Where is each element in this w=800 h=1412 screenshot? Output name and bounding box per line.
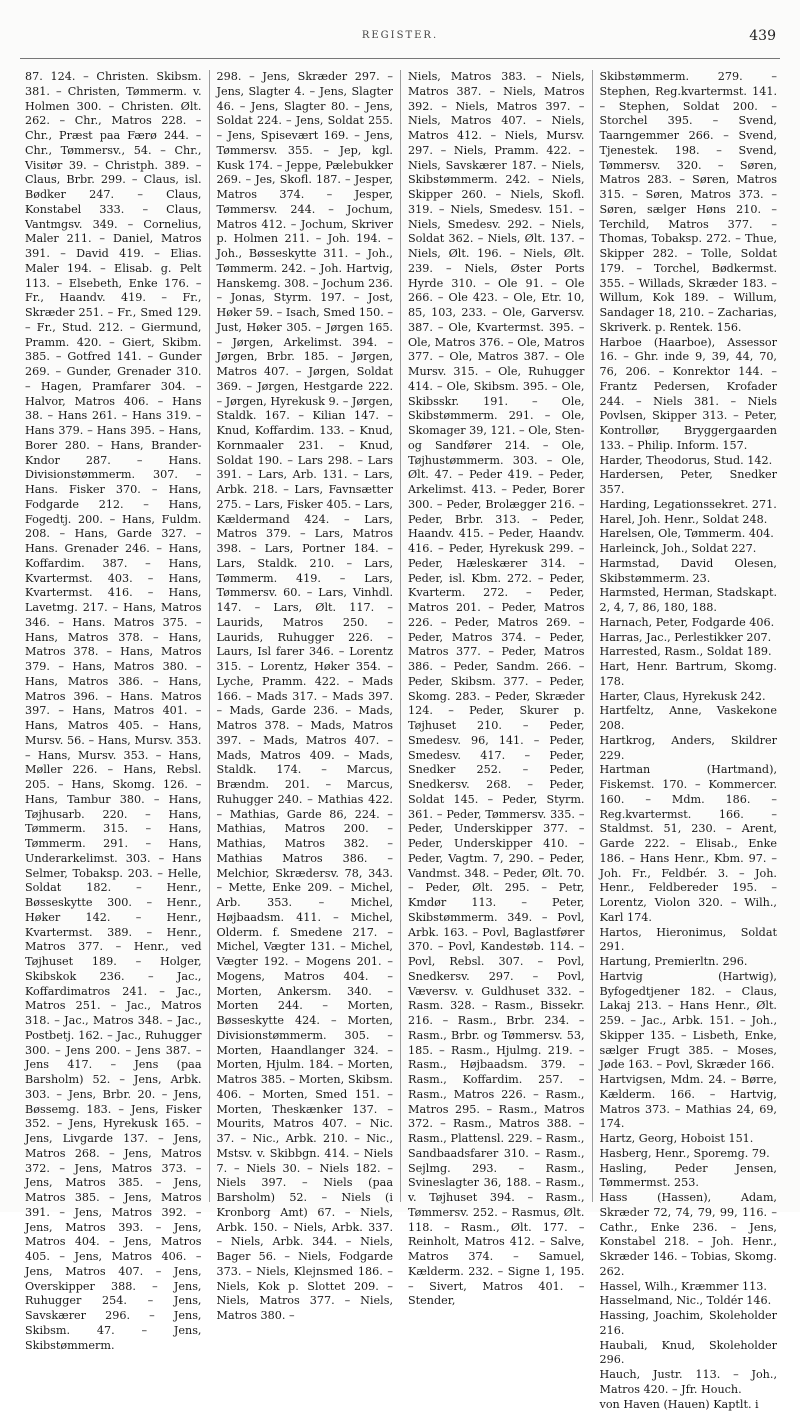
running-title: REGISTER. (361, 30, 439, 41)
index-column-3 (401, 70, 593, 1308)
index-column-text: Skibstømmerm. 279. – Stephen, Reg.kvartermst. 141. – Stephen, Soldat 200. – Storchel 395. – Svend, Taarngemmer 266. – Svend, Tjenestek. 198. – Svend, Tømmersv. 320. – Søren, Matros 283. – Søren, Matros 315. – Søren, Matros 373. – Søren, sælger Høns 210. – Terchild, Matros 377. – Thomas, Tobaksp. 272. – Thue, Skipper 282. – Tolle, Soldat 179. – Torchel, Bødkermst. 355. – Willads, Skræder 183. – Willum, Kok 189. – Willum, Sandager 18, 210. – Zacharias, Skriverk. p. Rentek. 156. Harboe (Haarboe), Assessor 16. – Ghr. inde 9, 39, 44, 70, 76, 206. – Konrektor 144. – Frantz Pedersen, Krofader 244. – Niels 381. – Niels Povlsen, Skipper 313. – Peter, Kontrollør, Bryggergaarden 133. – Philip. Inform. 157. Harder, Theodorus, Stud. 142. Hardersen, Peter, Snedker 357. Harding, Legationssekret. 271. Harel, Joh. Henr., Soldat 248. Harelsen, Ole, Tømmerm. 404. Harleinck, Joh., Soldat 227. Harmstad, David Olesen, Skibstømmerm. 23. Harmsted, Herman, Stadskapt. 2, 4, 7, 86, 180, 188. Harnach, Peter, Fodgarde 406. Harras, Jac., Perlestikker 207. Harrested, Rasm., Soldat 189. Hart, Henr. Bartrum, Skomg. 178. Harter, Claus, Hyrekusk 242. Hartfeltz, Anne, Vaskekone 208. Hartkrog, Anders, Skildrer 229. Hartman (Hartmand), Fiskemst. 170. – Kommercer. 160. – Mdm. 186. – Reg.kvartermst. 166. – Staldmst. 51, 230. – Arent, Garde 222. – Elisab., Enke 186. – Hans Henr., Kbm. 97. – Joh. Fr., Feldbér. 3. – Joh. Henr., Feldbereder 195. – Lorentz, Violon 320. – Wilh., Karl 174. Hartos, Hieronimus, Soldat 291. Hartung, Premierltn. 296. Hartvig (Hartwig), Byfogedtjener 182. – Claus, Lakaj 213. – Hans Henr., Ølt. 259. – Jac., Arbk. 151. – Joh., Skipper 135. – Lisbeth, Enke, sælger Frugt 385. – Moses, Jøde 163. – Povl, Skræder 166. Hartvigsen, Mdm. 24. – Børre, Kælderm. 166. – Hartvig, Matros 373. – Mathias 24, 69, 174. Hartz, Georg, Hoboist 151. Hasberg, Henr., Sporemg. 79. Hasling, Peder Jensen, Tømmermst. 253. Hass (Hassen), Adam, Skræder 72, 74, 79, 99, 116. – Cathr., Enke 236. – Jens, Konstabel 218. – Joh. Henr., Skræder 146. – Tobias, Skomg. 262. Hassel, Wilh., Kræmmer 113. Hasselmand, Nic., Toldér 146. Hassing, Joachim, Skoleholder 216. Haubali, Knud, Skoleholder 296. Hauch, Justr. 113. – Joh., Matros 420. – Jfr. Houch. von Haven (Hauen) Kaptlt. i (599, 70, 777, 1411)
index-column-1 (18, 70, 210, 1352)
page-number: 439 (749, 28, 776, 44)
index-column-text: 87. 124. – Christen. Skibsm. 381. – Christen, Tømmerm. v. Holmen 300. – Christen. Ølt. 262. – Chr., Matros 228. – Chr., Præst paa Færø 244. – Chr., Tømmersv., 54. – Chr., Visitør 39. – Christph. 389. – Claus, Brbr. 299. – Claus, isl. Bødker 247. – Claus, Konstabel 333. – Claus, Vantmgsv. 349. – Cornelius, Maler 211. – Daniel, Matros 391. – David 419. – Elias. Maler 194. – Elisab. g. Pelt 113. – Elsebeth, Enke 176. – Fr., Haandv. 419. – Fr., Skræder 251. – Fr., Smed 129. – Fr., Stud. 212. – Giermund, Pramm. 420. – Giert, Skibm. 385. – Gotfred 141. – Gunder 269. – Gunder, Grenader 310. – Hagen, Pramfarer 304. – Halvor, Matros 406. – Hans 38. – Hans 261. – Hans 319. – Hans 379. – Hans 395. – Hans, Borer 280. – Hans, Brander-Kndor 287. – Hans. Divisionstømmerm. 307. – Hans. Fisker 370. – Hans, Fodgarde 212. – Hans, Fogedtj. 200. – Hans, Fuldm. 208. – Hans, Garde 327. – Hans. Grenader 246. – Hans, Koffardim. 387. – Hans, Kvartermst. 403. – Hans, Kvartermst. 416. – Hans, Lavetmg. 217. – Hans, Matros 346. – Hans. Matros 375. – Hans, Matros 378. – Hans, Matros 378. – Hans, Matros 379. – Hans, Matros 380. – Hans, Matros 386. – Hans, Matros 396. – Hans. Matros 397. – Hans, Matros 401. – Hans, Matros 405. – Hans, Mursv. 56. – Hans, Mursv. 353. – Hans, Mursv. 353. – Hans, Møller 226. – Hans, Rebsl. 205. – Hans, Skomg. 126. – Hans, Tambur 380. – Hans, Tøjhusarb. 220. – Hans, Tømmerm. 315. – Hans, Tømmerm. 291. – Hans, Underarkelimst. 303. – Hans Selmer, Tobaksp. 203. – Helle, Soldat 182. – Henr., Bøsseskytte 300. – Henr., Høker 142. – Henr., Kvartermst. 389. – Henr., Matros 377. – Henr., ved Tøjhuset 189. – Holger, Skibskok 236. – Jac., Koffardimatros 241. – Jac., Matros 251. – Jac., Matros 318. – Jac., Matros 348. – Jac., Postbetj. 162. – Jac., Ruhugger 300. – Jens 200. – Jens 387. – Jens 417. – Jens (paa Barsholm) 52. – Jens, Arbk. 303. – Jens, Brbr. 20. – Jens, Bøssemg. 183. – Jens, Fisker 352. – Jens, Hyrekusk 165. – Jens, Livgarde 137. – Jens, Matros 268. – Jens, Matros 372. – Jens, Matros 373. – Jens, Matros 385. – Jens, Matros 385. – Jens, Matros 391. – Jens, Matros 392. – Jens, Matros 393. – Jens, Matros 404. – Jens, Matros 405. – Jens, Matros 406. – Jens, Matros 407. – Jens, Overskipper 388. – Jens, Ruhugger 254. – Jens, Savskærer 296. – Jens, Skibsm. 47. – Jens, Skibstømmerm. (25, 70, 206, 1352)
index-columns (18, 70, 784, 1411)
index-column-2 (210, 70, 402, 1322)
index-column-4 (593, 70, 785, 1411)
header-rule (20, 58, 780, 59)
index-column-text: 298. – Jens, Skræder 297. – Jens, Slagter 4. – Jens, Slagter 46. – Jens, Slagter 80. – Jens, Soldat 224. – Jens, Soldat 255. – Jens, Spisevært 169. – Jens, Tømmersv. 355. – Jep, kgl. Kusk 174. – Jeppe, Pælebukker 269. – Jes, Skofl. 187. – Jesper, Matros 374. – Jesper, Tømmersv. 244. – Jochum, Matros 412. – Jochum, Skriver p. Holmen 211. – Joh. 194. – Joh., Bøsseskytte 311. – Joh., Tømmerm. 242. – Joh. Hartvig, Hanskemg. 308. – Jochum 236. – Jonas, Styrm. 197. – Jost, Høker 59. – Isach, Smed 150. – Just, Høker 305. – Jørgen 165. – Jørgen, Arkelimst. 394. – Jørgen, Brbr. 185. – Jørgen, Matros 407. – Jørgen, Soldat 369. – Jørgen, Hestgarde 222. – Jørgen, Hyrekusk 9. – Jørgen, Staldk. 167. – Kilian 147. – Knud, Koffardim. 133. – Knud, Kornmaaler 231. – Knud, Soldat 190. – Lars 298. – Lars 391. – Lars, Arb. 131. – Lars, Arbk. 218. – Lars, Favnsætter 275. – Lars, Fisker 405. – Lars, Kældermand 424. – Lars, Matros 379. – Lars, Matros 398. – Lars, Portner 184. – Lars, Staldk. 210. – Lars, Tømmerm. 419. – Lars, Tømmersv. 60. – Lars, Vinhdl. 147. – Lars, Ølt. 117. – Laurids, Matros 250. – Laurids, Ruhugger 226. – Laurs, Isl farer 346. – Lorentz 315. – Lorentz, Høker 354. – Lyche, Pramm. 422. – Mads 166. – Mads 317. – Mads 397. – Mads, Garde 236. – Mads, Matros 378. – Mads, Matros 397. – Mads, Matros 407. – Mads, Matros 409. – Mads, Staldk. 174. – Marcus, Brændm. 201. – Marcus, Ruhugger 240. – Mathias 422. – Mathias, Garde 86, 224. – Mathias, Matros 200. – Mathias, Matros 382. – Mathias Matros 386. – Melchior, Skrædersv. 78, 343. – Mette, Enke 209. – Michel, Arb. 353. – Michel, Højbaadsm. 411. – Michel, Olderm. f. Smedene 217. – Michel, Vægter 131. – Michel, Vægter 192. – Mogens 201. – Mogens, Matros 404. – Morten, Ankersm. 340. – Morten 244. – Morten, Bøsseskytte 424. – Morten, Divisionstømmerm. 305. – Morten, Haandlanger 324. – Morten, Hjulm. 184. – Morten, Matros 385. – Morten, Skibsm. 406. – Morten, Smed 151. – Morten, Theskænker 137. – Mourits, Matros 407. – Nic. 37. – Nic., Arbk. 210. – Nic., Mstsv. v. Skibbgn. 414. – Niels 7. – Niels 30. – Niels 182. – Niels 397. – Niels (paa Barsholm) 52. – Niels (i Kronborg Amt) 67. – Niels, Arbk. 150. – Niels, Arbk. 337. – Niels, Arbk. 344. – Niels, Bager 56. – Niels, Fodgarde 373. – Niels, Klejnsmed 186. – Niels, Kok p. Slottet 209. – Niels, Matros 377. – Niels, Matros 380. – (216, 70, 397, 1322)
index-column-text: Niels, Matros 383. – Niels, Matros 387. – Niels, Matros 392. – Niels, Matros 397. – Niels, Matros 407. – Niels, Matros 412. – Niels, Mursv. 297. – Niels, Pramm. 422. – Niels, Savskærer 187. – Niels, Skibstømmerm. 242. – Niels, Skipper 260. – Niels, Skofl. 319. – Niels, Smedesv. 151. – Niels, Smedesv. 292. – Niels, Soldat 362. – Niels, Ølt. 137. – Niels, Ølt. 196. – Niels, Ølt. 239. – Niels, Øster Ports Hyrde 310. – Ole 91. – Ole 266. – Ole 423. – Ole, Etr. 10, 85, 103, 233. – Ole, Garversv. 387. – Ole, Kvartermst. 395. – Ole, Matros 376. – Ole, Matros 377. – Ole, Matros 387. – Ole Mursv. 315. – Ole, Ruhugger 414. – Ole, Skibsm. 395. – Ole, Skibsskr. 191. – Ole, Skibstømmerm. 291. – Ole, Skomager 39, 121. – Ole, Sten- og Sandfører 214. – Ole, Tøjhustømmerm. 303. – Ole, Ølt. 47. – Peder 419. – Peder, Arkelimst. 413. – Peder, Borer 300. – Peder, Brolægger 216. – Peder, Brbr. 313. – Peder, Haandv. 415. – Peder, Haandv. 416. – Peder, Hyrekusk 299. – Peder, Hæleskærer 314. – Peder, isl. Kbm. 272. – Peder, Kvarterm. 272. – Peder, Matros 201. – Peder, Matros 226. – Peder, Matros 269. – Peder, Matros 374. – Peder, Matros 377. – Peder, Matros 386. – Peder, Sandm. 266. – Peder, Skibsm. 377. – Peder, Skomg. 283. – Peder, Skræder 124. – Peder, Skurer p. Tøjhuset 210. – Peder, Smedesv. 96, 141. – Peder, Smedesv. 417. – Peder, Snedker 252. – Peder, Snedkersv. 268. – Peder, Soldat 145. – Peder, Styrm. 361. – Peder, Tømmersv. 335. – Peder, Underskipper 377. – Peder, Underskipper 410. – Peder, Vagtm. 7, 290. – Peder, Vandmst. 348. – Peder, Ølt. 70. – Peder, Ølt. 295. – Petr, Kmdør 113. – Peter, Skibstømmerm. 349. – Povl, Arbk. 163. – Povl, Baglastfører 370. – Povl, Kandestøb. 114. – Povl, Rebsl. 307. – Povl, Snedkersv. 297. – Povl, Væversv. v. Guldhuset 332. – Rasm. 328. – Rasm., Bissekr. 216. – Rasm., Brbr. 234. – Rasm., Brbr. og Tømmersv. 53, 185. – Rasm., Hjulmg. 219. – Rasm., Højbaadsm. 379. – Rasm., Koffardim. 257. – Rasm., Matros 226. – Rasm., Matros 295. – Rasm., Matros 372. – Rasm., Matros 388. – Rasm., Plattensl. 229. – Rasm., Sandbaadsfarer 310. – Rasm., Sejlmg. 293. – Rasm., Svineslagter 36, 188. – Rasm., v. Tøjhuset 394. – Rasm., Tømmersv. 252. – Rasmus, Ølt. 118. – Rasm., Ølt. 177. – Reinholt, Matros 412. – Salve, Matros 374. – Samuel, Kælderm. 232. – Signe 1, 195. – Sivert, Matros 401. – Stender, (408, 70, 589, 1308)
